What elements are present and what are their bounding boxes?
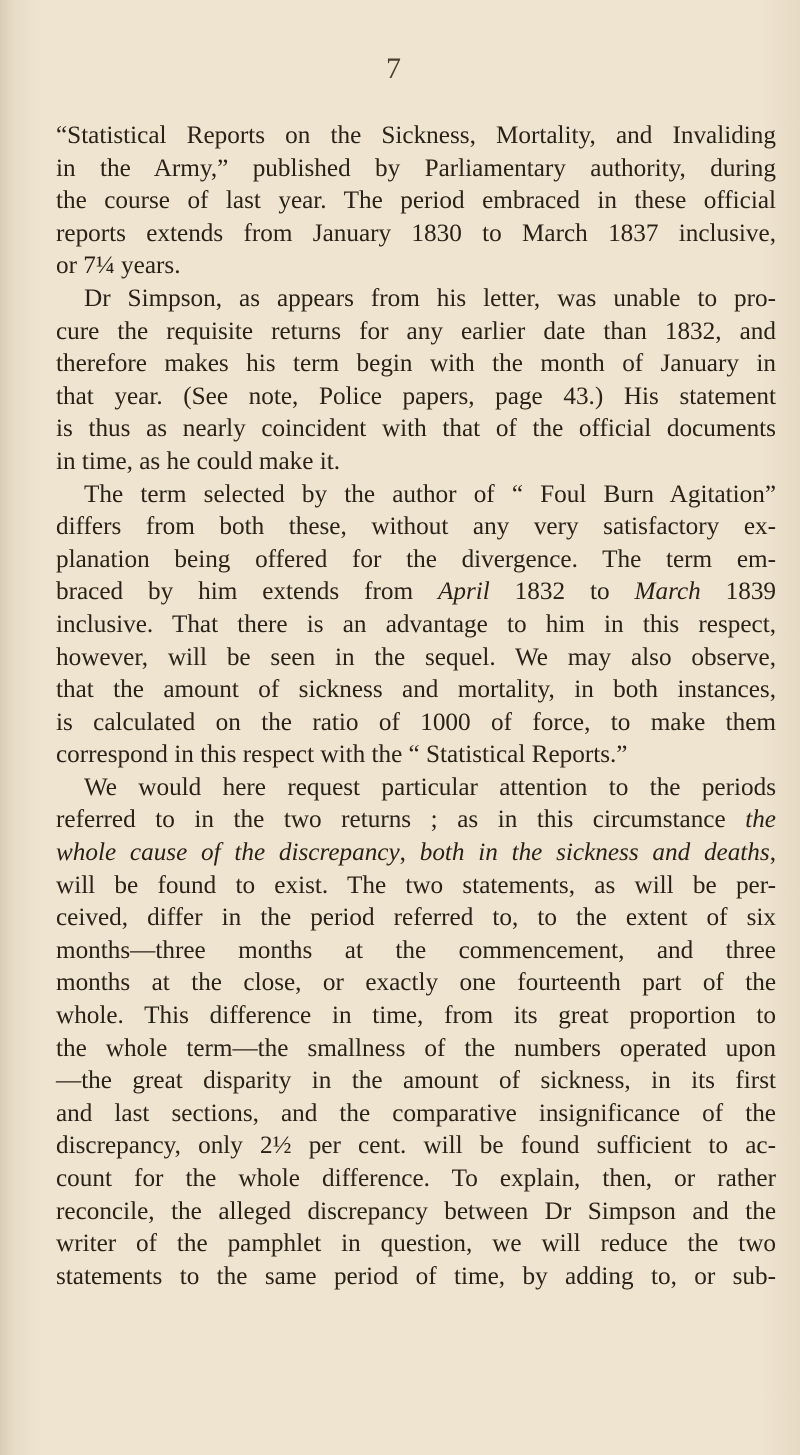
text-line: “Statistical Reports on the Sickness, Mortality, and Invaliding [56,122,776,149]
page-number: 7 [386,52,401,85]
text-line: cure the requisite returns for any earlier date than 1832, and [56,317,776,345]
text-line: statements to the same period of time, by adding to, or sub- [56,1262,776,1290]
text-line: or 7¼ years. [56,252,181,280]
text-line: differs from both these, without any very satisfactory ex- [56,513,776,541]
text-line: count for the whole difference. To explain, then, or rather [56,1165,776,1192]
body-text [56,120,776,1293]
text-line: reports extends from January 1830 to March 1837 inclusive, [56,219,776,247]
text-line: whole. This difference in time, from its great proportion to [56,1002,776,1030]
text-line: The term selected by the author of “ Foul Burn Agitation” [84,480,776,508]
text-line: will be found to exist. The two statements, as will be per- [56,871,776,899]
text-line: that the amount of sickness and mortality, in both instances, [56,676,776,704]
text-line: therefore makes his term begin with the month of January in [56,350,776,378]
text-line: reconcile, the alleged discrepancy between Dr Simpson and the [56,1197,776,1225]
text-line: however, will be seen in the sequel. We may also observe, [56,643,776,671]
text-line: writer of the pamphlet in question, we will reduce the two [56,1230,776,1258]
text-line: in time, as he could make it. [56,447,340,475]
text-line: months—three months at the commencement, and three [56,936,776,964]
text-line: referred to in the two returns ; as in this circumstance the [56,806,776,834]
text-line: Dr Simpson, as appears from his letter, was unable to pro- [84,284,776,312]
text-line: months at the close, or exactly one fourteenth part of the [56,969,776,997]
text-line: whole cause of the discrepancy, both in the sickness and deaths, [56,839,777,867]
text-line: and last sections, and the comparative insignificance of the [56,1099,776,1127]
text-line: We would here request particular attention to the periods [84,773,776,801]
text-line: in the Army,” published by Parliamentary authority, during [56,154,776,182]
text-line: —the great disparity in the amount of sickness, in its first [56,1067,776,1095]
text-line: the whole term—the smallness of the numbers operated upon [56,1034,776,1062]
text-line: correspond in this respect with the “ Statistical Reports.” [56,741,628,769]
text-line: discrepancy, only 2½ per cent. will be found sufficient to ac- [56,1132,776,1160]
text-line: ceived, differ in the period referred to, to the extent of six [56,904,776,932]
text-line: is thus as nearly coincident with that of the official documents [56,415,776,443]
text-line: planation being offered for the divergence. The term em- [56,545,776,573]
text-line: braced by him extends from April 1832 to March 1839 [56,578,777,606]
text-line: that year. (See note, Police papers, page 43.) His statement [56,382,776,410]
text-line: the course of last year. The period embraced in these official [56,187,776,215]
text-line: inclusive. That there is an advantage to him in this respect, [56,610,776,638]
text-line: is calculated on the ratio of 1000 of force, to make them [56,708,776,736]
